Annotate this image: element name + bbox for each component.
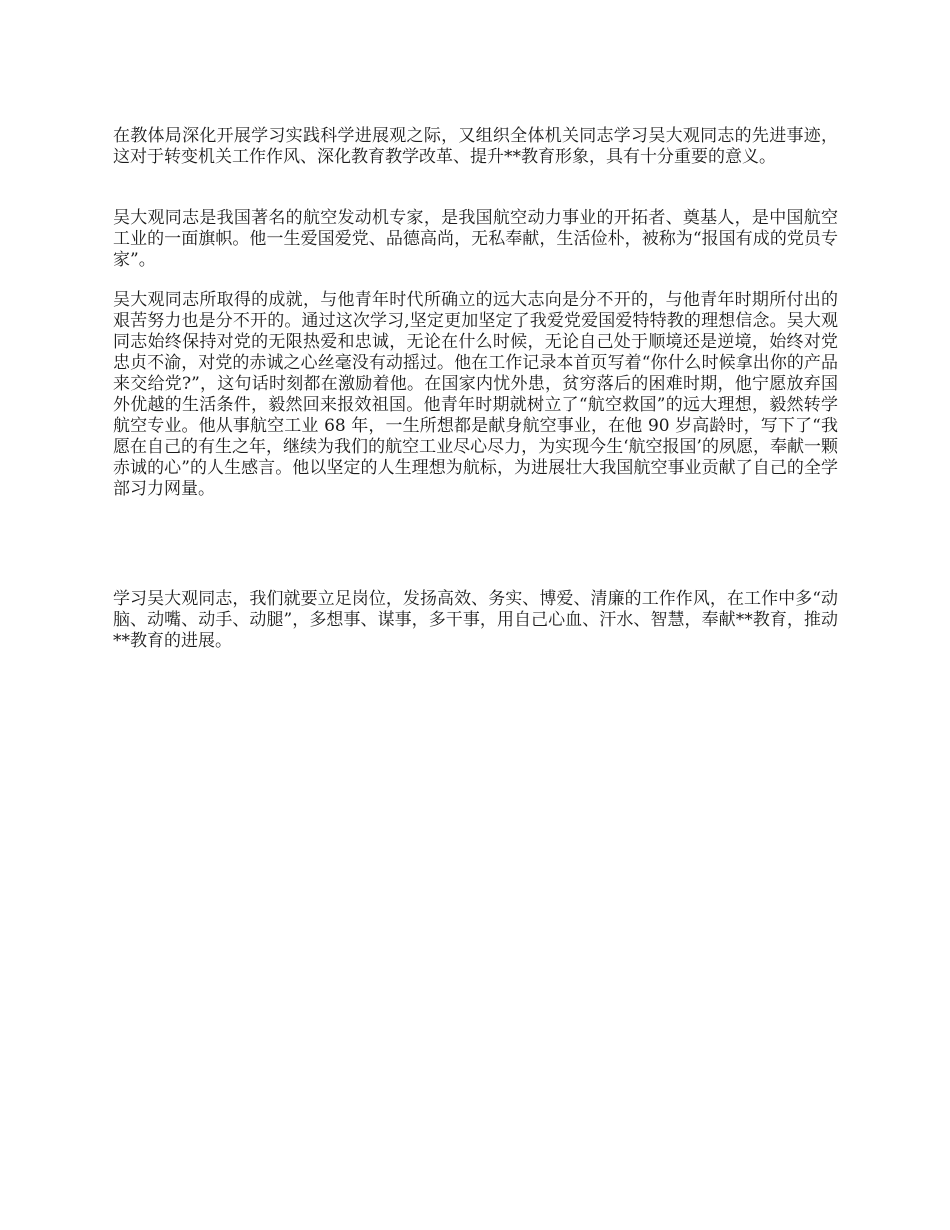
paragraph-achievements: 吴大观同志所取得的成就，与他青年时代所确立的远大志向是分不开的，与他青年时期所付出的艰苦努力也是分不开的。通过这次学习,坚定更加坚定了我爱党爱国爱特特教的理想信念。吴大观同志始终保持对党的无限热爱和忠诚，无论在什么时候，无论自己处于顺境还是逆境，始终对党忠贞不渝，对党的赤诚之心丝毫没有动摇过。他在工作记录本首页写着“你什么时候拿出你的产品来交给党?”，这句话时刻都在激励着他。在国家内忧外患，贫穷落后的困难时期，他宁愿放弃国外优越的生活条件，毅然回来报效祖国。他青年时期就树立了“航空救国”的远大理想，毅然转学航空专业。他从事航空工业 68 年，一生所想都是献身航空事业，在他 90 岁高龄时，写下了“我愿在自己的有生之年，继续为我们的航空工业尽心尽力，为实现今生‘航空报国’的夙愿，奉献一颗赤诚的心”的人生感言。他以坚定的人生理想为航标，为进展壮大我国航空事业贡献了自己的全学部习力网量。 [113,290,838,499]
paragraph-biography: 吴大观同志是我国著名的航空发动机专家，是我国航空动力事业的开拓者、奠基人，是中国航空工业的一面旗帜。他一生爱国爱党、品德高尚，无私奉献，生活俭朴，被称为“报国有成的党员专家”。 [113,208,838,270]
paragraph-intro: 在教体局深化开展学习实践科学进展观之际，又组织全体机关同志学习吴大观同志的先进事迹，这对于转变机关工作作风、深化教育教学改革、提升**教育形象，具有十分重要的意义。 [113,126,838,167]
paragraph-conclusion: 学习吴大观同志，我们就要立足岗位，发扬高效、务实、博爱、清廉的工作作风，在工作中多“动脑、动嘴、动手、动腿”，多想事、谋事，多干事，用自己心血、汗水、智慧，奉献**教育，推动**教育的进展。 [113,589,838,651]
